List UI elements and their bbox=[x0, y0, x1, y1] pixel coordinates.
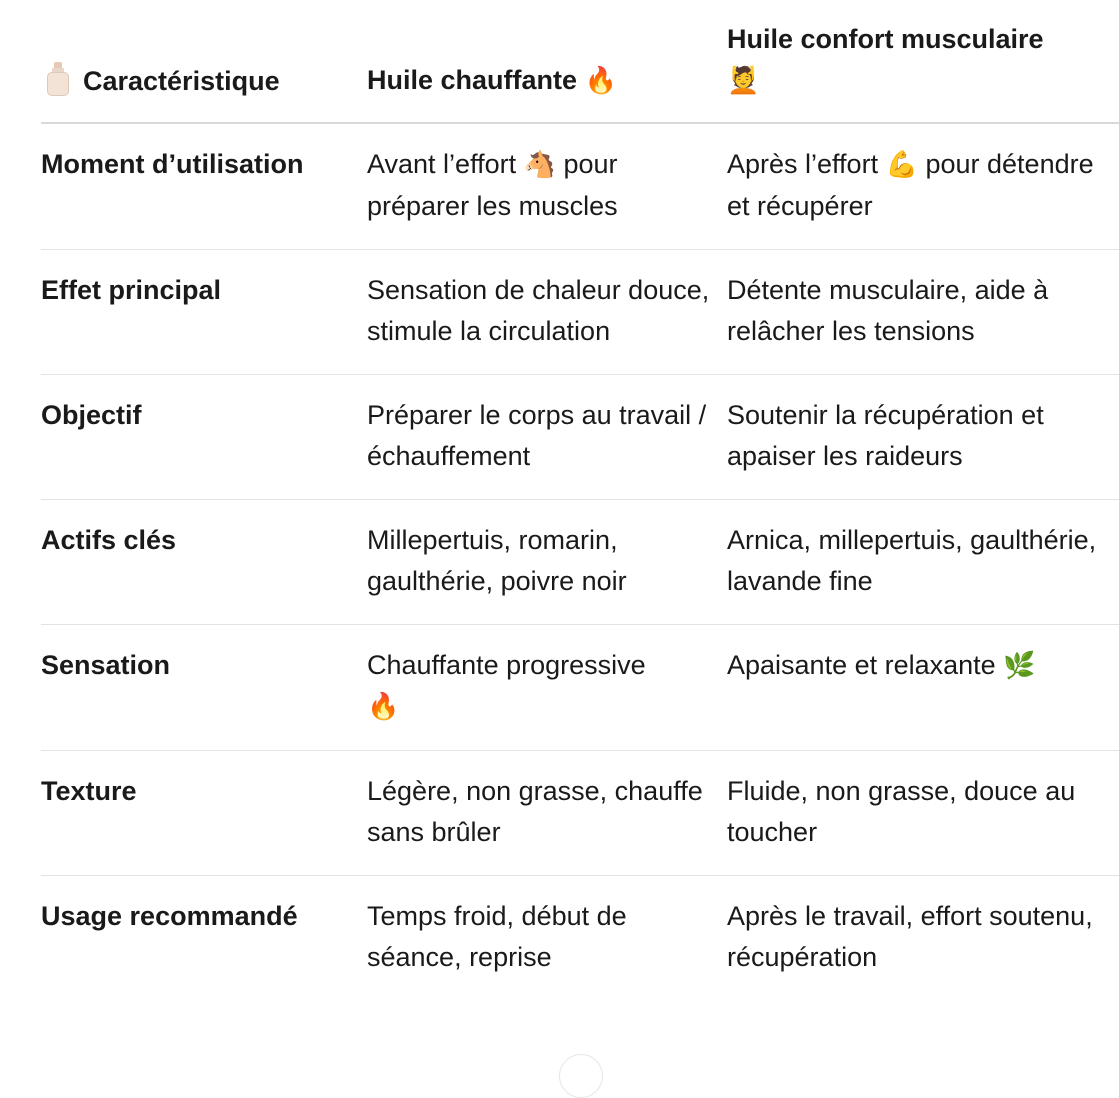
muscle-comfort-oil-cell bbox=[727, 625, 1119, 751]
herb-icon: 🌿 bbox=[1003, 651, 1036, 681]
comparison-table bbox=[41, 0, 1119, 1000]
table-row bbox=[41, 123, 1119, 250]
warming-oil-cell: Préparer le corps au travail / échauffement bbox=[367, 375, 727, 500]
muscle-comfort-oil-cell bbox=[727, 123, 1119, 250]
row-label: Texture bbox=[41, 751, 367, 876]
warming-oil-cell bbox=[367, 123, 727, 250]
warming-oil-cell: Sensation de chaleur douce, stimule la circulation bbox=[367, 250, 727, 375]
cell-text: Avant l’effort bbox=[367, 149, 517, 179]
muscle-comfort-oil-cell: Détente musculaire, aide à relâcher les tensions bbox=[727, 250, 1119, 375]
row-label: Actifs clés bbox=[41, 500, 367, 625]
flexed-biceps-icon: 💪 bbox=[885, 150, 918, 180]
fire-icon: 🔥 bbox=[584, 66, 617, 96]
cell-text-continued: pour préparer les muscles bbox=[367, 149, 618, 221]
header-muscle-comfort-oil bbox=[727, 0, 1119, 123]
fire-icon: 🔥 bbox=[367, 692, 400, 722]
header-warming-oil bbox=[367, 0, 727, 123]
warming-oil-cell: Millepertuis, romarin, gaulthérie, poivre noir bbox=[367, 500, 727, 625]
header-row bbox=[41, 0, 1119, 123]
comparison-table-container bbox=[41, 0, 1119, 1000]
row-label: Sensation bbox=[41, 625, 367, 751]
table-row bbox=[41, 876, 1119, 1001]
muscle-comfort-oil-cell: Arnica, millepertuis, gaulthérie, lavande fine bbox=[727, 500, 1119, 625]
row-label: Usage recommandé bbox=[41, 901, 298, 931]
header-warming-oil-label: Huile chauffante bbox=[367, 65, 578, 95]
muscle-comfort-oil-cell: Après le travail, effort soutenu, récupération bbox=[727, 901, 1093, 972]
warming-oil-cell bbox=[367, 625, 727, 751]
header-characteristic bbox=[41, 0, 367, 123]
table-row bbox=[41, 500, 1119, 625]
table-row bbox=[41, 751, 1119, 876]
cell-text: Chauffante progressive bbox=[367, 650, 646, 680]
muscle-comfort-oil-cell: Fluide, non grasse, douce au toucher bbox=[727, 751, 1119, 876]
row-label: Objectif bbox=[41, 375, 367, 500]
warming-oil-cell: Légère, non grasse, chauffe sans brûler bbox=[367, 751, 727, 876]
table-row bbox=[41, 375, 1119, 500]
warming-oil-cell: Temps froid, début de séance, reprise bbox=[367, 901, 627, 972]
table-row bbox=[41, 625, 1119, 751]
muscle-comfort-oil-cell: Soutenir la récupération et apaiser les raideurs bbox=[727, 375, 1119, 500]
table-row bbox=[41, 250, 1119, 375]
lotion-bottle-icon bbox=[47, 62, 69, 96]
cell-text: Apaisante et relaxante bbox=[727, 650, 996, 680]
row-label: Moment d’utilisation bbox=[41, 123, 367, 250]
table-body bbox=[41, 123, 1119, 1000]
cell-text-continued: pour détendre et récupérer bbox=[727, 149, 1094, 221]
header-characteristic-label: Caractéristique bbox=[83, 66, 280, 96]
row-label: Effet principal bbox=[41, 250, 367, 375]
header-muscle-comfort-oil-label: Huile confort musculaire bbox=[727, 24, 1044, 54]
cell-text: Après l’effort bbox=[727, 149, 879, 179]
massage-icon: 💆 bbox=[727, 66, 760, 96]
table-header bbox=[41, 0, 1119, 123]
horse-icon: 🐴 bbox=[523, 150, 556, 180]
